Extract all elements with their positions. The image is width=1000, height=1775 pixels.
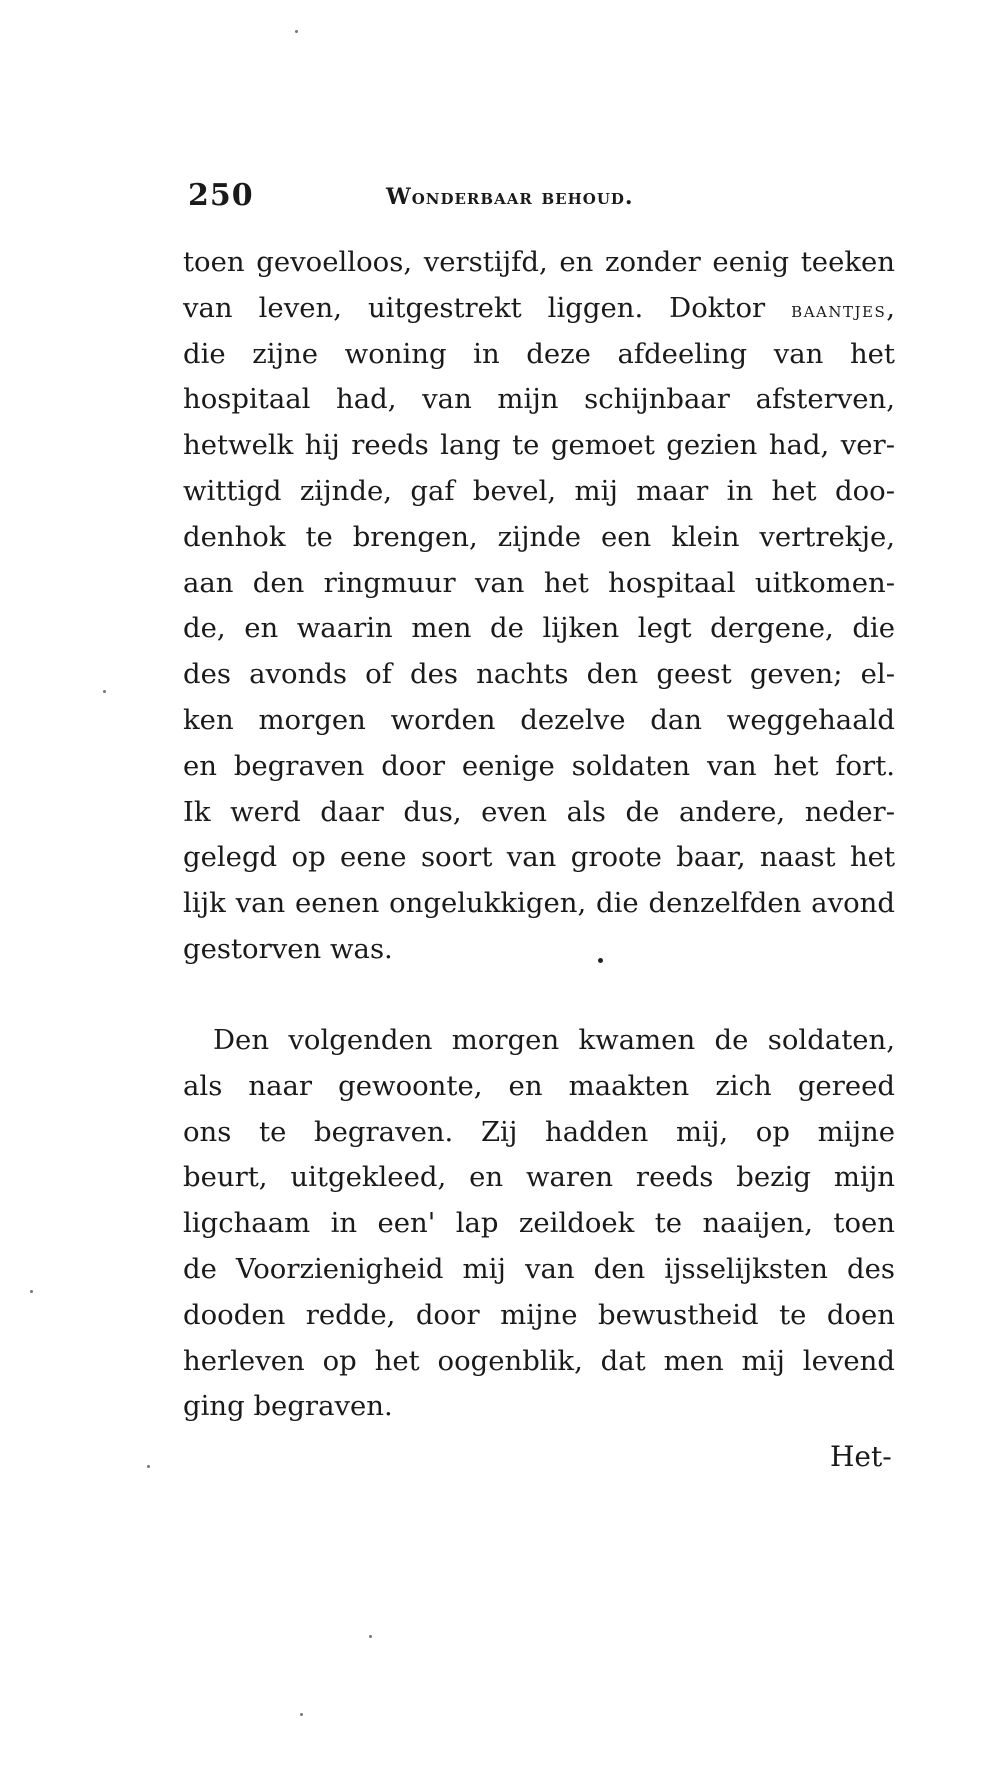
catchword: Het- xyxy=(830,1440,892,1473)
text-line: dooden redde, door mijne bewustheid te doen xyxy=(183,1298,895,1331)
text-line: ons te begraven. Zij hadden mij, op mijne xyxy=(183,1115,895,1148)
text-line: herleven op het oogenblik, dat men mij levend xyxy=(183,1344,895,1377)
name-small-caps: baantjes xyxy=(791,297,887,323)
page-number: 250 xyxy=(188,178,254,213)
text-line: ligchaam in een' lap zeildoek te naaijen, toen xyxy=(183,1207,895,1240)
text-line: de, en waarin men de lijken legt dergene, die xyxy=(183,612,895,645)
text-line: de Voorzienigheid mij van den ijsselijksten des xyxy=(183,1252,895,1285)
text-line: gestorven was. xyxy=(183,932,393,965)
ink-speck xyxy=(30,1290,33,1293)
page-header xyxy=(188,178,894,218)
paragraph-1 xyxy=(183,240,895,973)
running-head: Wonderbaar behoud. xyxy=(386,184,634,210)
text-line xyxy=(183,286,895,332)
text-line: als naar gewoonte, en maakten zich gereed xyxy=(183,1069,895,1102)
text-line: gelegd op eene soort van groote baar, naast het xyxy=(183,841,895,874)
ink-speck xyxy=(103,690,106,693)
ink-speck xyxy=(295,30,298,33)
text-line: des avonds of des nachts den geest geven; el- xyxy=(183,658,895,691)
ink-speck xyxy=(147,1465,150,1468)
ink-speck xyxy=(598,958,603,963)
text-line: Den volgenden morgen kwamen de soldaten, xyxy=(213,1024,895,1056)
text-line: wittigd zijnde, gaf bevel, mij maar in het doo- xyxy=(183,474,895,507)
text-line-part: van leven, uitgestrekt liggen. Doktor xyxy=(183,291,766,324)
text-line: ging begraven. xyxy=(183,1390,393,1423)
text-line: aan den ringmuur van het hospitaal uitkomen- xyxy=(183,566,895,599)
text-line: ken morgen worden dezelve dan weggehaald xyxy=(183,703,895,736)
text-line: toen gevoelloos, verstijfd, en zonder eenig teeken xyxy=(183,246,895,278)
text-line: die zijne woning in deze afdeeling van het xyxy=(183,337,895,370)
text-line: denhok te brengen, zijnde een klein vertrekje, xyxy=(183,520,895,553)
text-line: en begraven door eenige soldaten van het fort. xyxy=(183,749,895,782)
text-line: lijk van eenen ongelukkigen, die denzelfden avond xyxy=(183,887,895,920)
text-line: hospitaal had, van mijn schijnbaar afsterven, xyxy=(183,383,895,416)
text-line: hetwelk hij reeds lang te gemoet gezien had, ver- xyxy=(183,429,895,462)
paragraph-2 xyxy=(183,1018,895,1430)
ink-speck xyxy=(369,1635,372,1638)
ink-speck xyxy=(300,1713,303,1716)
text-line: beurt, uitgekleed, en waren reeds bezig mijn xyxy=(183,1161,895,1194)
name-trailing-comma: , xyxy=(886,291,895,324)
text-line: Ik werd daar dus, even als de andere, neder- xyxy=(183,795,895,828)
